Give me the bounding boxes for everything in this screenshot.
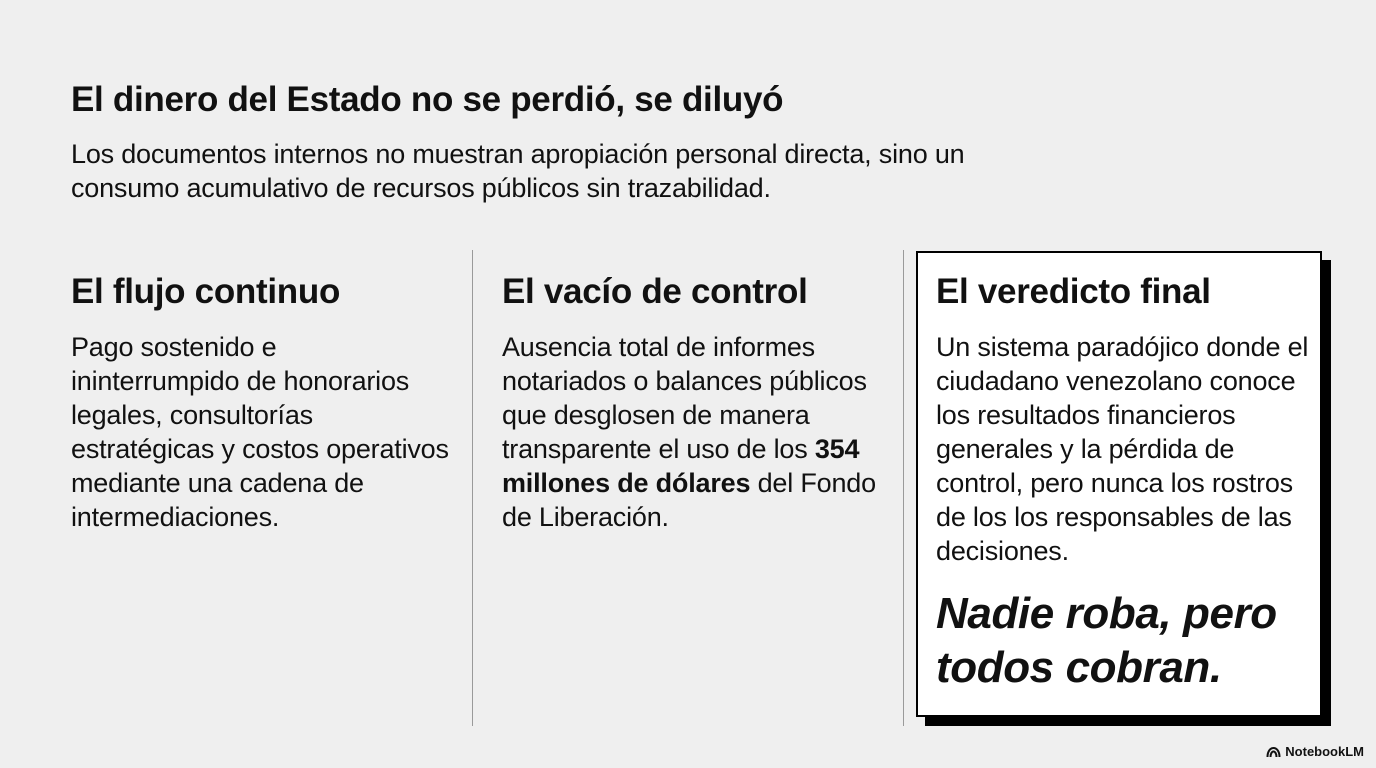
column-divider (903, 250, 904, 726)
column-body: Pago sostenido e ininterrumpido de honorarios legales, consultorías estratégicas y costos operativos mediante una cadena de intermediaciones. (71, 332, 449, 532)
column-flujo-continuo (71, 270, 451, 534)
highlighted-amount: 354 millones de dólares (502, 434, 860, 498)
notebooklm-logo-icon (1266, 746, 1281, 758)
slide-subtitle: Los documentos internos no muestran apropiación personal directa, sino un consumo acumulativo de recursos públicos sin trazabilidad. (71, 139, 965, 203)
column-vacio-de-control (502, 270, 887, 534)
column-body (502, 330, 887, 534)
column-body: Un sistema paradójico donde el ciudadano venezolano conoce los resultados financieros generales y la pérdida de control, pero nunca los rostros de los los responsables de las decisiones. (936, 332, 1309, 566)
column-heading: El flujo continuo (71, 272, 341, 311)
body-text: Ausencia total de informes notariados o balances públicos que desglosen de manera transparente el uso de los (502, 332, 867, 464)
column-divider (472, 250, 473, 726)
column-veredicto-final (936, 270, 1328, 568)
verdict-statement: Nadie roba, pero todos cobran. (936, 589, 1277, 692)
column-heading: El veredicto final (936, 272, 1211, 311)
slide-title: El dinero del Estado no se perdió, se diluyó (71, 80, 784, 119)
brand-label: NotebookLM (1285, 744, 1364, 759)
body-text: del Fondo de Liberación. (502, 468, 876, 532)
column-heading: El vacío de control (502, 272, 808, 311)
brand-watermark (1266, 744, 1364, 759)
